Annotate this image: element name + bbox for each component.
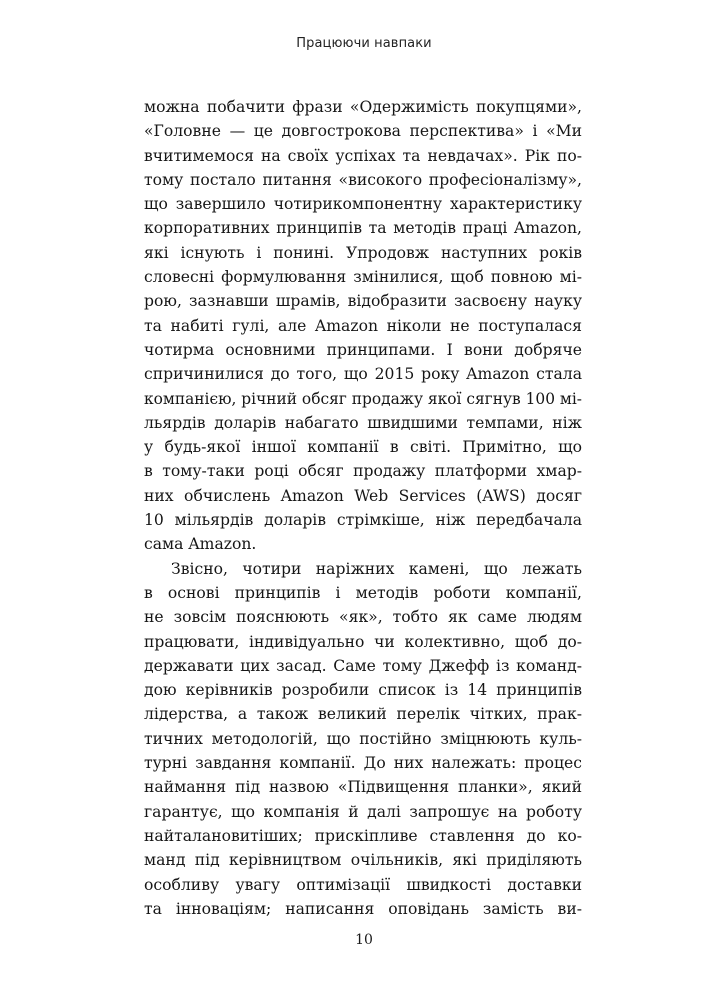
text-line: в основі принципів і методів роботи компанії, [144, 583, 582, 602]
text-line: корпоративних принципів та методів праці Amazon, [144, 219, 582, 238]
text-line: сама Amazon. [144, 535, 257, 554]
text-line: турні завдання компанії. До них належать: процес [144, 754, 582, 773]
text-line: гарантує, що компанія й далі запрошує на роботу [144, 802, 582, 821]
text-line: лідерства, а також великий перелік чітких, прак- [144, 705, 582, 724]
text-line: можна побачити фрази «Одержимість покупцями», [144, 98, 582, 116]
text-line: найталановитіших; прискіпливе ставлення до ко- [144, 826, 582, 845]
text-line: вчитимемося на своїх успіхах та невдачах». Рік по- [144, 146, 582, 165]
text-line: працювати, індивідуально чи колективно, щоб до- [144, 632, 582, 651]
running-head: Працюючи навпаки [296, 36, 432, 51]
text-line: компанією, річний обсяг продажу якої сягнув 100 мі- [144, 389, 582, 408]
text-line: манд під керівництвом очільників, які приділяють [144, 851, 582, 870]
text-line: «Головне — це довгострокова перспектива» і «Ми [144, 122, 582, 141]
text-line: що завершило чотирикомпонентну характеристику [144, 195, 582, 214]
paragraph-2 [144, 557, 582, 921]
text-line: наймання під назвою «Підвищення планки», який [144, 778, 582, 797]
text-line: 10 мільярдів доларів стрімкіше, ніж передбачала [144, 511, 582, 530]
text-line: особливу увагу оптимізації швидкості доставки [144, 875, 582, 894]
text-line: у будь-якої іншої компанії в світі. Примітно, що [144, 438, 582, 457]
text-line: Звісно, чотири наріжних камені, що лежать [171, 559, 582, 578]
text-line: чотирма основними принципами. І вони добряче [144, 340, 582, 359]
text-line: них обчислень Amazon Web Services (AWS) досяг [144, 486, 582, 505]
text-line: дою керівників розробили список із 14 принципів [144, 681, 582, 700]
text-line: та інноваціям; написання оповідань замість ви- [144, 899, 582, 918]
text-line: словесні формулювання змінилися, щоб повною мі- [144, 268, 582, 287]
text-line: та набиті гулі, але Amazon ніколи не поступалася [144, 316, 582, 335]
text-line: тичних методологій, що постійно зміцнюють куль- [144, 729, 582, 748]
text-line: рою, зазнавши шрамів, відобразити засвоєну науку [144, 292, 582, 311]
body-text [144, 95, 582, 921]
text-line: які існують і понині. Упродовж наступних років [144, 243, 582, 262]
paragraph-1 [144, 95, 582, 557]
text-line: в тому-таки році обсяг продажу платформи хмар- [144, 462, 582, 481]
text-line: державати цих засад. Саме тому Джефф із команд- [144, 656, 582, 675]
text-line: льярдів доларів набагато швидшими темпами, ніж [144, 413, 582, 432]
text-line: тому постало питання «високого професіоналізму», [144, 170, 582, 189]
text-line: не зовсім пояснюють «як», тобто як саме людям [144, 608, 582, 627]
text-line: спричинилися до того, що 2015 року Amazon стала [144, 365, 582, 384]
page-number: 10 [355, 932, 373, 948]
